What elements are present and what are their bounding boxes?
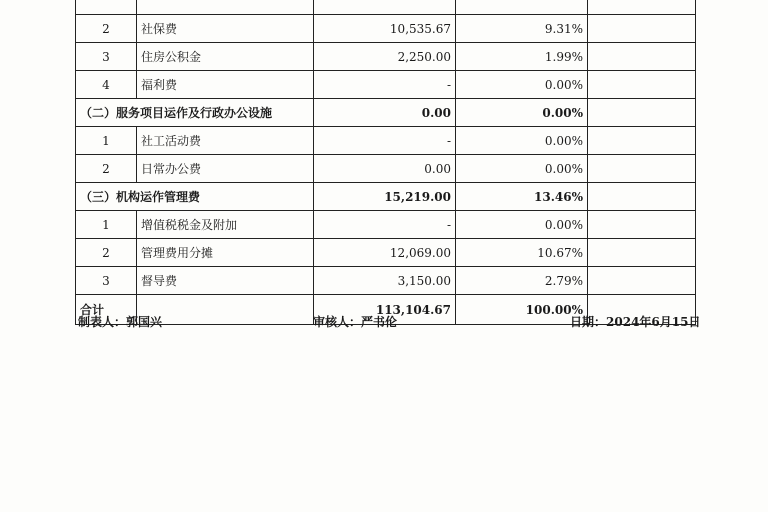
row-item-name: 管理费用分摊: [137, 239, 314, 267]
row-percentage: 0.00%: [456, 127, 588, 155]
row-note: [588, 99, 696, 127]
row-item-name: [137, 0, 314, 15]
table-row: [76, 267, 696, 295]
document-date: [570, 313, 700, 330]
table-row: [76, 0, 696, 15]
row-item-name: 督导费: [137, 267, 314, 295]
table-row: [76, 15, 696, 43]
row-note: [588, 71, 696, 99]
row-item-name: 社工活动费: [137, 127, 314, 155]
row-item-name: 日常办公费: [137, 155, 314, 183]
row-amount: [314, 0, 456, 15]
table-row: [76, 127, 696, 155]
budget-table-body: [76, 0, 696, 325]
row-percentage: 0.00%: [456, 71, 588, 99]
budget-table: [75, 0, 696, 325]
row-number: [76, 0, 137, 15]
reviewer-name: 严书伦: [361, 315, 398, 329]
row-percentage: 10.67%: [456, 239, 588, 267]
row-amount: 12,069.00: [314, 239, 456, 267]
section-amount: 0.00: [314, 99, 456, 127]
row-number: 2: [76, 155, 137, 183]
row-number: 2: [76, 239, 137, 267]
row-number: 2: [76, 15, 137, 43]
row-amount: 0.00: [314, 155, 456, 183]
row-amount: 2,250.00: [314, 43, 456, 71]
row-number: 1: [76, 127, 137, 155]
row-amount: -: [314, 127, 456, 155]
reviewer-signature: [313, 313, 397, 330]
preparer-name: 郭国兴: [126, 315, 163, 329]
reviewer-label: 审核人：: [313, 315, 362, 329]
section-row: [76, 183, 696, 211]
section-row: [76, 99, 696, 127]
total-amount: 113,104.67: [314, 295, 456, 325]
row-number: 1: [76, 211, 137, 239]
table-row: [76, 211, 696, 239]
row-amount: 10,535.67: [314, 15, 456, 43]
section-title: （三）机构运作管理费: [76, 183, 314, 211]
row-note: [588, 239, 696, 267]
row-item-name: 福利费: [137, 71, 314, 99]
row-note: [588, 211, 696, 239]
preparer-label: 制表人：: [78, 315, 127, 329]
row-note: [588, 267, 696, 295]
row-note: [588, 155, 696, 183]
row-percentage: 2.79%: [456, 267, 588, 295]
date-label: 日期：: [570, 315, 607, 329]
total-label: 合计: [76, 295, 137, 325]
row-item-name: 社保费: [137, 15, 314, 43]
row-amount: -: [314, 211, 456, 239]
date-value: 2024年6月15日: [606, 315, 701, 329]
row-amount: 3,150.00: [314, 267, 456, 295]
row-percentage: 1.99%: [456, 43, 588, 71]
preparer-signature: [78, 313, 162, 330]
section-title: （二）服务项目运作及行政办公设施: [76, 99, 314, 127]
table-row: [76, 239, 696, 267]
total-empty-cell: [137, 295, 314, 325]
table-row: [76, 155, 696, 183]
row-note: [588, 15, 696, 43]
row-note: [588, 0, 696, 15]
row-percentage: 0.00%: [456, 211, 588, 239]
row-note: [588, 183, 696, 211]
row-percentage: 0.00%: [456, 155, 588, 183]
table-row: [76, 43, 696, 71]
section-percentage: 0.00%: [456, 99, 588, 127]
row-percentage: [456, 0, 588, 15]
row-number: 3: [76, 267, 137, 295]
row-item-name: 住房公积金: [137, 43, 314, 71]
table-row: [76, 71, 696, 99]
row-number: 4: [76, 71, 137, 99]
row-amount: -: [314, 71, 456, 99]
section-percentage: 13.46%: [456, 183, 588, 211]
total-percentage: 100.00%: [456, 295, 588, 325]
row-note: [588, 43, 696, 71]
section-amount: 15,219.00: [314, 183, 456, 211]
row-note: [588, 127, 696, 155]
row-percentage: 9.31%: [456, 15, 588, 43]
row-number: 3: [76, 43, 137, 71]
row-item-name: 增值税税金及附加: [137, 211, 314, 239]
